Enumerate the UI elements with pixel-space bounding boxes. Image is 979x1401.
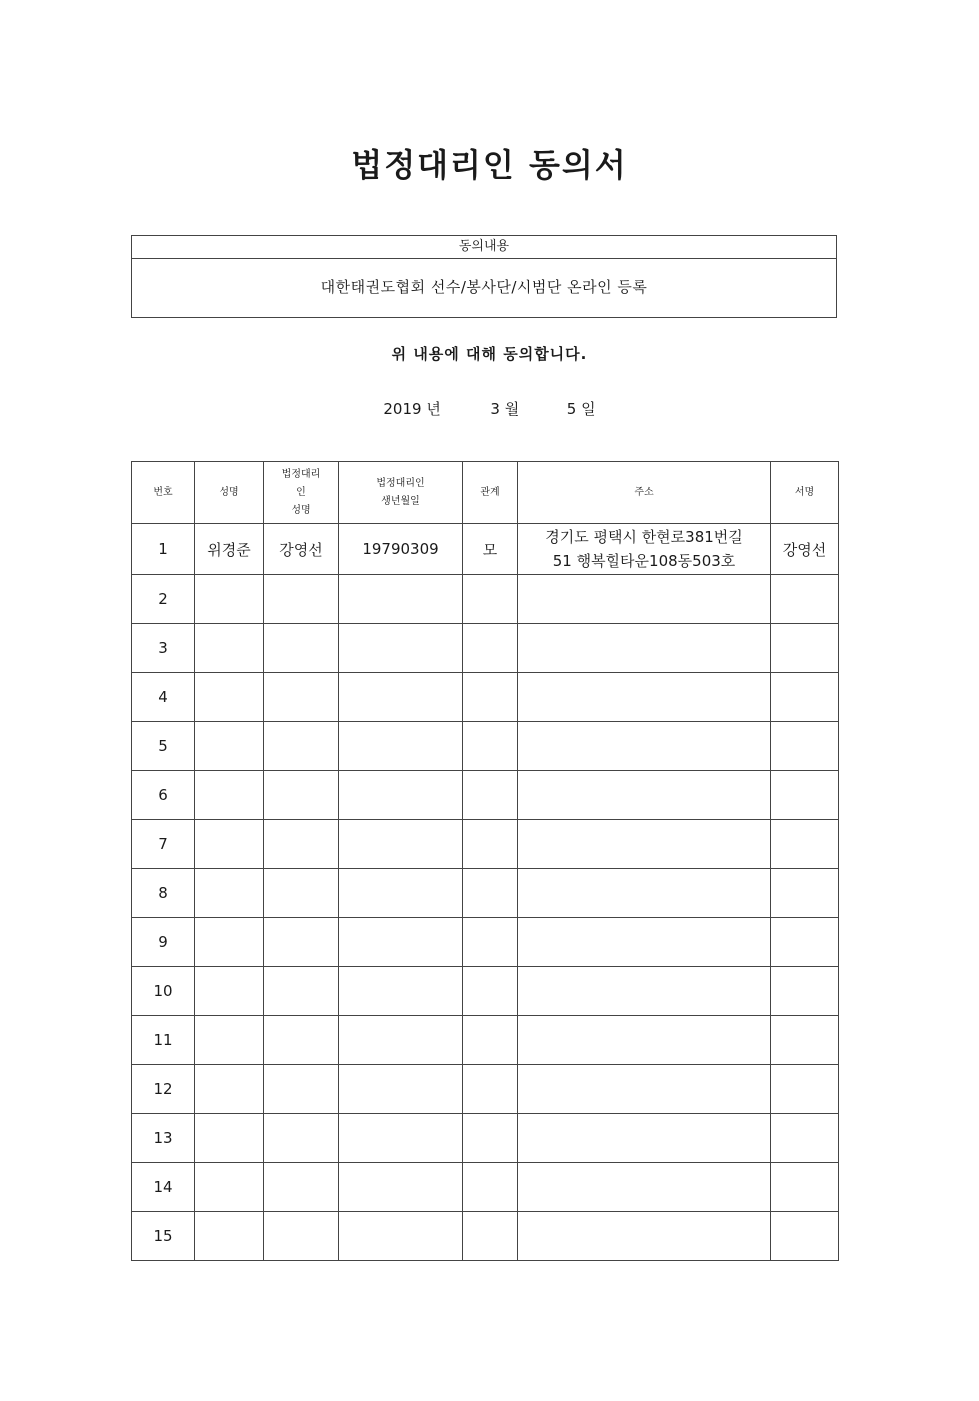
header-guardian-name: 법정대리 인 성명 [264, 462, 339, 524]
table-row [132, 771, 839, 820]
table-row [132, 673, 839, 722]
table-row [132, 1114, 839, 1163]
consent-content: 대한태권도협회 선수/봉사단/시범단 온라인 등록 [320, 278, 648, 296]
table-row [132, 575, 839, 624]
row-number: 13 [132, 1114, 195, 1163]
row-signature: 강영선 [771, 524, 839, 575]
consent-header: 동의내용 [132, 236, 836, 259]
date-day: 5 [566, 400, 577, 418]
document-title: 법정대리인 동의서 [351, 146, 628, 184]
date-day-unit: 일 [581, 400, 596, 418]
header-address: 주소 [518, 462, 771, 524]
header-name: 성명 [195, 462, 264, 524]
row-number: 9 [132, 918, 195, 967]
table-row [132, 820, 839, 869]
row-number: 6 [132, 771, 195, 820]
row-guardian-birth: 19790309 [339, 524, 463, 575]
date-month-unit: 월 [504, 400, 520, 418]
row-number: 4 [132, 673, 195, 722]
table-row [132, 722, 839, 771]
header-signature: 서명 [771, 462, 839, 524]
agreement-statement: 위 내용에 대해 동의합니다. [391, 345, 588, 363]
row-address: 경기도 평택시 한현로381번길 51 행복힐타운108동503호 [518, 524, 771, 575]
row-number: 2 [132, 575, 195, 624]
table-row [132, 1163, 839, 1212]
date-year: 2019 [383, 400, 422, 418]
table-header-row [132, 462, 839, 524]
table-row [132, 918, 839, 967]
guardian-table [131, 461, 839, 1261]
row-number: 5 [132, 722, 195, 771]
row-number: 1 [132, 524, 195, 575]
row-number: 10 [132, 967, 195, 1016]
table-row [132, 1212, 839, 1261]
row-guardian-name: 강영선 [264, 524, 339, 575]
row-number: 11 [132, 1016, 195, 1065]
table-row [132, 524, 839, 575]
table-row [132, 869, 839, 918]
table-row [132, 967, 839, 1016]
row-number: 15 [132, 1212, 195, 1261]
table-row [132, 1065, 839, 1114]
table-row [132, 624, 839, 673]
date-month: 3 [490, 400, 500, 418]
row-relation: 모 [463, 524, 518, 575]
consent-box [131, 235, 837, 318]
row-number: 14 [132, 1163, 195, 1212]
row-name: 위경준 [195, 524, 264, 575]
row-number: 7 [132, 820, 195, 869]
date-line [0, 398, 979, 419]
header-number: 번호 [132, 462, 195, 524]
header-guardian-birth: 법정대리인 생년월일 [339, 462, 463, 524]
date-year-unit: 년 [426, 400, 441, 418]
row-number: 12 [132, 1065, 195, 1114]
header-relation: 관계 [463, 462, 518, 524]
row-number: 8 [132, 869, 195, 918]
table-row [132, 1016, 839, 1065]
row-number: 3 [132, 624, 195, 673]
